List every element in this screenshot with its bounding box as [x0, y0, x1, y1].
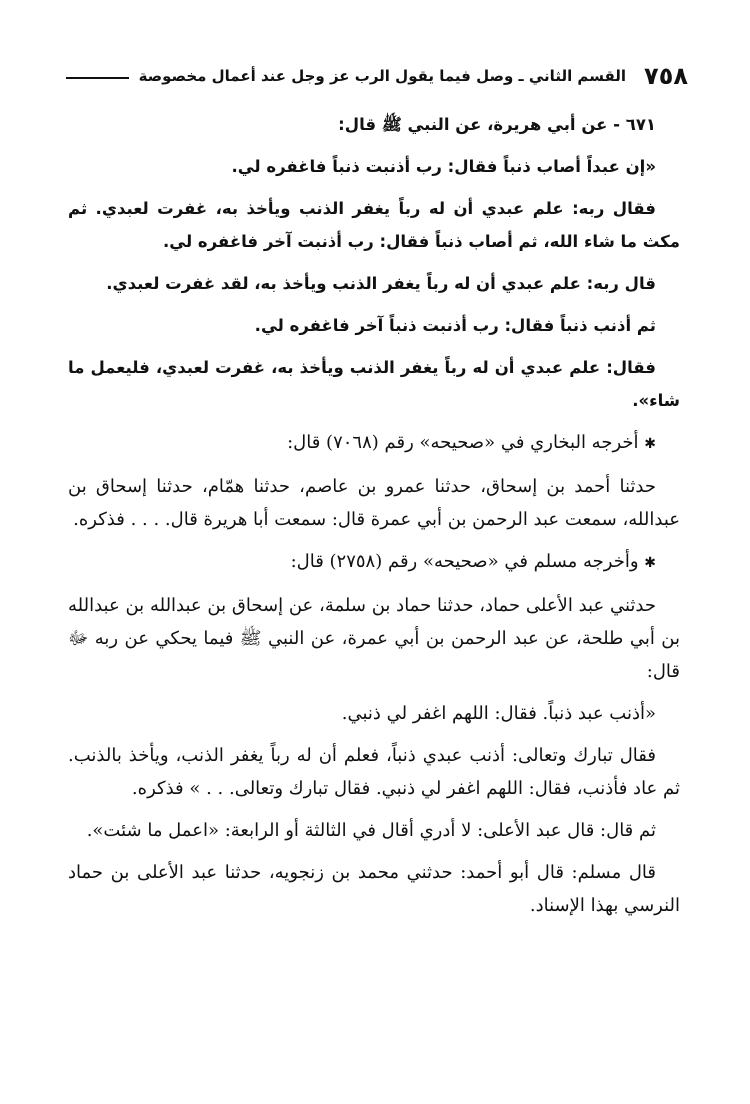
hadith-text-3: قال ربه: علم عبدي أن له رباً يغفر الذنب ويأخذ به، لقد غفرت لعبدي.	[106, 274, 656, 293]
bukhari-isnad: حدثنا أحمد بن إسحاق، حدثنا عمرو بن عاصم، حدثنا همّام، حدثنا إسحاق بن عبدالله، سمعت عبد الرحمن بن أبي عمرة قال: سمعت أبا هريرة قال. . . . فذكره.	[68, 476, 680, 530]
star-bullet-icon: ✱	[644, 555, 656, 571]
hadith-text-5: فقال: علم عبدي أن له رباً يغفر الذنب ويأخذ به، غفرت لعبدي، فليعمل ما شاء».	[68, 358, 680, 410]
muslim-isnad: حدثني عبد الأعلى حماد، حدثنا حماد بن سلمة، عن إسحاق بن عبدالله بن عبدالله بن أبي طلحة، عن عبد الرحمن بن أبي عمرة، عن النبي ﷺ فيما يحكي عن ربه ﷻ قال:	[68, 595, 680, 682]
running-title: القسم الثاني ـ وصل فيما يقول الرب عز وجل عند أعمال مخصوصة	[138, 67, 627, 85]
hadith-text-2: فقال ربه: علم عبدي أن له رباً يغفر الذنب ويأخذ به، غفرت لعبدي. ثم مكث ما شاء الله، ثم أصاب ذنباً فقال: رب أذنبت آخر فاغفره لي.	[68, 199, 680, 251]
takhrij-muslim-heading	[68, 545, 680, 580]
page-number: ٧٥٨	[644, 62, 688, 90]
muslim-matn-2: فقال تبارك وتعالى: أذنب عبدي ذنباً، فعلم أن له رباً يغفر الذنب، ويأخذ بالذنب. ثم عاد فأذنب، فقال: اللهم اغفر لي ذنبي. فقال تبارك وتعالى. . . » فذكره.	[68, 745, 680, 799]
page-body	[68, 108, 680, 931]
takhrij-bukhari-text: أخرجه البخاري في «صحيحه» رقم (٧٠٦٨) قال:	[287, 432, 639, 453]
takhrij-bukhari-heading	[68, 426, 680, 461]
hadith-number-line: ٦٧١ - عن أبي هريرة، عن النبي ﷺ قال:	[338, 115, 656, 134]
muslim-isnad-alt: قال مسلم: قال أبو أحمد: حدثني محمد بن زنجويه، حدثنا عبد الأعلى بن حماد النرسي بهذا الإسناد.	[68, 862, 680, 916]
hadith-text-1: «إن عبداً أصاب ذنباً فقال: رب أذنبت ذنباً فاغفره لي.	[231, 157, 656, 176]
header-divider	[66, 77, 129, 79]
muslim-matn-1: «أذنب عبد ذنباً. فقال: اللهم اغفر لي ذنبي.	[341, 703, 656, 724]
muslim-note: ثم قال: قال عبد الأعلى: لا أدري أقال في الثالثة أو الرابعة: «اعمل ما شئت».	[86, 820, 656, 841]
page-header	[66, 58, 688, 94]
hadith-text-4: ثم أذنب ذنباً فقال: رب أذنبت ذنباً آخر فاغفره لي.	[254, 316, 656, 335]
star-bullet-icon: ✱	[644, 436, 656, 452]
takhrij-muslim-text: وأخرجه مسلم في «صحيحه» رقم (٢٧٥٨) قال:	[290, 551, 639, 572]
